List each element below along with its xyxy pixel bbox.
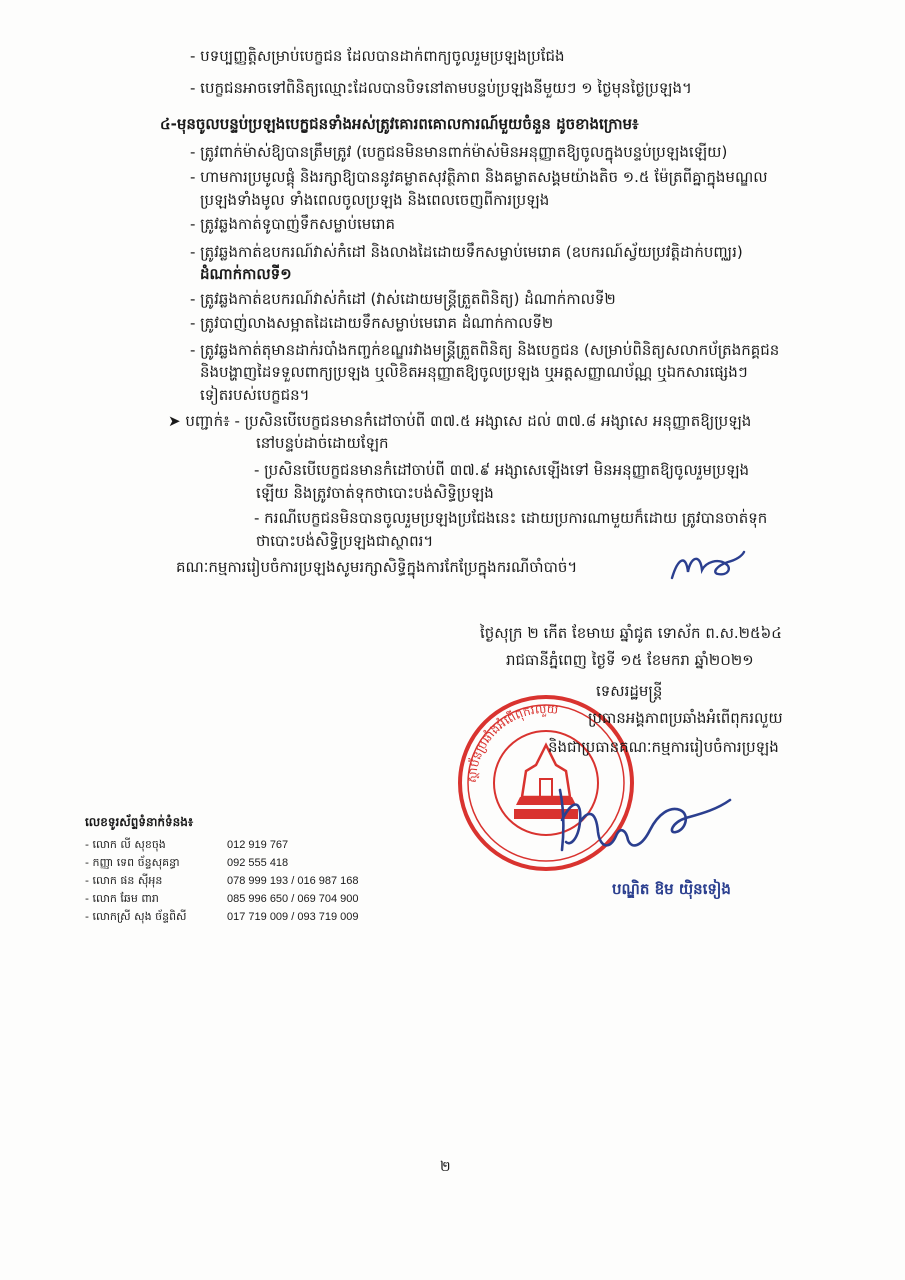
contact-phone: 017 719 009 / 093 719 009	[227, 911, 359, 923]
note-line: នៅបន្ទប់ដាច់ដោយឡែក	[256, 434, 389, 452]
note-line: - ករណីបេក្ខជនមិនបានចូលរួមប្រឡងប្រជែងនេះ ដោយប្រការណាមួយក៏ដោយ ត្រូវបានចាត់ទុក	[254, 509, 768, 527]
section-heading: ៤-មុនចូលបន្ទប់ប្រឡងបេក្ខជនទាំងអស់ត្រូវគោរពគោលការណ៍មួយចំនួន ដូចខាងក្រោម៖	[160, 115, 639, 133]
text-line: - ត្រូវឆ្លងកាត់ទូបាញ់ទឹកសម្លាប់មេរោគ	[190, 215, 396, 233]
signatory-name: បណ្ឌិត ឱម យ៉ិនទៀង	[612, 880, 731, 898]
contact-row	[85, 854, 359, 872]
text-line: - ហាមការប្រមូលផ្តុំ និងរក្សាឱ្យបាននូវគម្លាតសុវត្ថិភាព និងគម្លាតសង្គមយ៉ាងតិច ១.៥ ម៉ែត្រពីគ្នាក្នុងមណ្ឌល	[190, 168, 768, 186]
note-line: ➤ បញ្ជាក់៖ - ប្រសិនបើបេក្ខជនមានកំដៅចាប់ពី ៣៧.៥ អង្សាសេ ដល់ ៣៧.៨ អង្សាសេ អនុញ្ញាតឱ្យប្រឡង	[168, 412, 752, 430]
note-line: ថាបោះបង់សិទ្ធិប្រឡងជាស្ថាពរ។	[256, 532, 434, 550]
contact-row	[85, 872, 359, 890]
reservation-line: គណៈកម្មការរៀបចំការប្រឡងសូមរក្សាសិទ្ធិក្នុងការកែប្រែក្នុងករណីចាំបាច់។	[176, 558, 578, 576]
text-line: ប្រឡងទាំងមូល ទាំងពេលចូលប្រឡង និងពេលចេញពីការប្រឡង	[200, 191, 550, 209]
contact-row	[85, 908, 359, 926]
svg-text:ស្ថាប័នប្រឆាំងអំពើពុករលួយ: ស្ថាប័នប្រឆាំងអំពើពុករលួយ	[464, 701, 559, 784]
contact-phone: 012 919 767	[227, 839, 289, 851]
lunar-date: ថ្ងៃសុក្រ ២ កើត ខែមាឃ ឆ្នាំជូត ទោស័ក ព.ស.២៥៦៤	[480, 624, 782, 642]
contact-name: - កញ្ញា ទេព ច័ន្ទសុគន្ធា	[85, 856, 180, 869]
signature-icon	[540, 770, 740, 860]
text-line: ទៀតរបស់បេក្ខជន។	[200, 386, 310, 404]
contact-name: - លោក លី សុខចុង	[85, 838, 166, 851]
text-line: - ត្រូវឆ្លងកាត់ឧបករណ៍វាស់កំដៅ និងលាងដៃដោយទឹកសម្លាប់មេរោគ (ឧបករណ៍ស្វ័យប្រវត្តិដាក់បញ្ឈរ)	[190, 243, 743, 261]
initial-signature-icon	[666, 548, 746, 584]
solar-date: រាជធានីភ្នំពេញ ថ្ងៃទី ១៥ ខែមករា ឆ្នាំ២០២១	[506, 651, 754, 669]
title-head-committee: និងជាប្រធានគណៈកម្មការរៀបចំការប្រឡង	[548, 738, 779, 756]
contact-name: - លោក ឆែម ពារា	[85, 892, 159, 905]
title-minister: ទេសរដ្ឋមន្ត្រី	[596, 682, 663, 700]
text-line: - ត្រូវឆ្លងកាត់តុមានដាក់របាំងកញ្ចក់ខណ្ឌរវាងមន្ត្រីត្រួតពិនិត្យ និងបេក្ខជន (សម្រាប់ពិនិត្យសលាកប័ត្រងកគ្គជន	[190, 341, 780, 359]
text-line: - ត្រូវបាញ់លាងសម្អាតដៃដោយទឹកសម្លាប់មេរោគ ដំណាក់កាលទី២	[190, 314, 554, 332]
contact-list	[85, 814, 359, 926]
contact-list-title: លេខទូរស័ព្ទទំនាក់ទំនង៖	[85, 815, 194, 829]
note-line: - ប្រសិនបើបេក្ខជនមានកំដៅចាប់ពី ៣៧.៩ អង្សាសេឡើងទៅ មិនអនុញ្ញាតឱ្យចូលរួមប្រឡង	[254, 461, 750, 479]
text-line: ដំណាក់កាលទី១	[200, 265, 292, 283]
text-line: - ត្រូវឆ្លងកាត់ឧបករណ៍វាស់កំដៅ (វាស់ដោយមន្ត្រីត្រួតពិនិត្យ) ដំណាក់កាលទី២	[190, 290, 616, 308]
contact-phone: 085 996 650 / 069 704 900	[227, 893, 359, 905]
contact-phone: 092 555 418	[227, 857, 289, 869]
text-line: - ត្រូវពាក់ម៉ាស់ឱ្យបានត្រឹមត្រូវ (បេក្ខជនមិនមានពាក់ម៉ាស់មិនអនុញ្ញាតឱ្យចូលក្នុងបន្ទប់ប្រឡងឡើយ)	[190, 143, 728, 161]
contact-name: - លោកស្រី សុង ច័ន្ទពិសី	[85, 910, 187, 923]
page-number: ២	[440, 1159, 451, 1175]
contact-phone: 078 999 193 / 016 987 168	[227, 875, 359, 887]
text-line: និងបង្ហាញដៃទទួលពាក្យប្រឡង ឬលិខិតអនុញ្ញាតឱ្យចូលប្រឡង ឬអត្តសញ្ញាណប័ណ្ណ ឬឯកសារផ្សេងៗ	[200, 363, 748, 381]
text-line: - បេក្ខជនអាចទៅពិនិត្យឈ្មោះដែលបានបិទនៅតាមបន្ទប់ប្រឡងនីមួយៗ ១ ថ្ងៃមុនថ្ងៃប្រឡង។	[190, 79, 692, 97]
text-line: - បទប្បញ្ញត្តិសម្រាប់បេក្ខជន ដែលបានដាក់ពាក្យចូលរួមប្រឡងប្រជែង	[190, 47, 565, 65]
note-line: ឡើយ និងត្រូវចាត់ទុកថាបោះបង់សិទ្ធិប្រឡង	[256, 484, 494, 502]
title-head-acu: ប្រធានអង្គភាពប្រឆាំងអំពើពុករលួយ	[588, 709, 783, 727]
contact-row	[85, 890, 359, 908]
contact-row	[85, 836, 359, 854]
contact-name: - លោក ផន ស៊ីអុន	[85, 874, 163, 887]
